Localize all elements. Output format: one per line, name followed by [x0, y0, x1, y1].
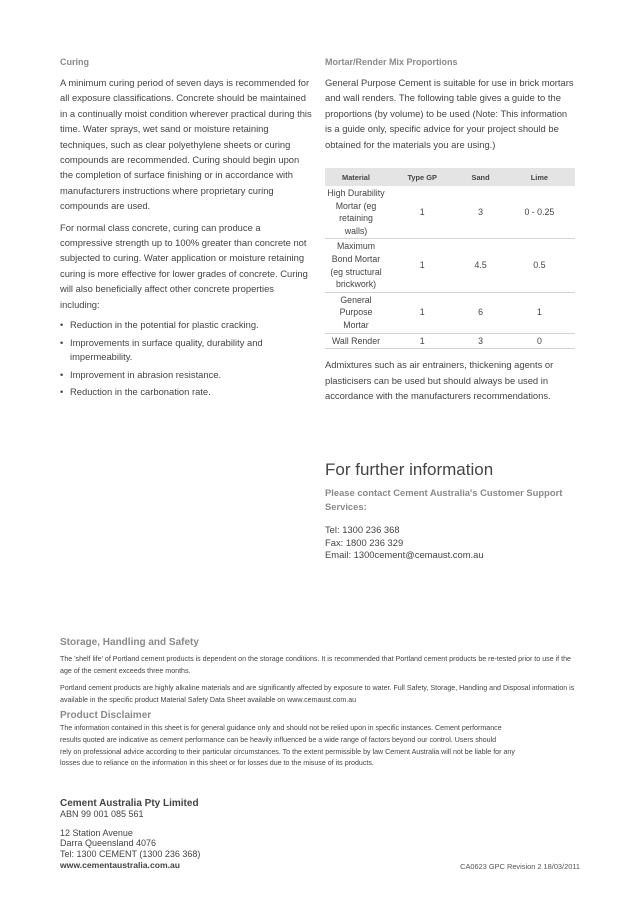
- customer-support-label: Please contact Cement Australia's Customer Support Services:: [325, 487, 563, 512]
- disclaimer-line: The information contained in this sheet is for general guidance only and should not be relied upon in specific instances. Cement performance: [60, 724, 502, 733]
- support-tel: Tel: 1300 236 368: [325, 524, 400, 535]
- curing-section: [60, 57, 314, 403]
- company-abn: ABN 99 001 085 561: [60, 809, 144, 819]
- disclaimer-heading: Product Disclaimer: [60, 710, 152, 722]
- table-cell: High Durability Mortar (eg retaining walls): [325, 186, 387, 239]
- table-header-row: [325, 168, 575, 186]
- support-fax: Fax: 1800 236 329: [325, 536, 404, 548]
- company-address-line-2: Darra Queensland 4076: [60, 838, 157, 849]
- table-cell: 0.5: [504, 239, 575, 292]
- admixtures-note: Admixtures such as air entrainers, thickening agents or plasticisers can be used but should always be used in accordance with the manufacturers recommendations.: [325, 359, 554, 401]
- table-cell: 4.5: [457, 239, 503, 292]
- column-header-type-gp: Type GP: [387, 168, 457, 186]
- table-row: [325, 239, 575, 292]
- storage-disclaimer-section: [60, 637, 580, 770]
- table-row: [325, 333, 575, 349]
- curing-paragraph-2: For normal class concrete, curing can produce a compressive strength up to 100% greater than concrete not subjected to curing. Water application or moisture retaining curing is more effective for lower grades of concrete. Curing will also beneficially affect other concrete properties including:: [60, 221, 308, 310]
- mortar-section: [325, 57, 575, 403]
- curing-paragraph-1: A minimum curing period of seven days is recommended for all exposure classifications. Concrete should be maintained in a continually moist condition wherever practical during this time. Water sprays, wet sand or moisture retaining techniques, such as clear polyethylene sheets or curing compounds are recommended. Curing should begin upon the completion of surface finishing or in accordance with manufacturers instructions where proprietary curing compounds are used.: [60, 77, 312, 212]
- list-item: • Improvements in surface quality, durability and impermeability.: [60, 336, 263, 363]
- company-name: Cement Australia Pty Limited: [60, 798, 199, 809]
- list-item: • Improvement in abrasion resistance.: [60, 368, 222, 380]
- curing-benefits-list: [60, 318, 314, 400]
- support-email: Email: 1300cement@cemaust.com.au: [325, 549, 484, 561]
- mortar-intro: General Purpose Cement is suitable for use in brick mortars and wall renders. The following table gives a guide to the proportions (by volume) to be used (Note: This information is a guide only, specific advice for your project should be obtained for the materials you are using.): [325, 77, 574, 150]
- column-header-sand: Sand: [457, 168, 503, 186]
- table-cell: 0: [504, 333, 575, 349]
- curing-heading: Curing: [60, 57, 89, 67]
- company-tel: Tel: 1300 CEMENT (1300 236 368): [60, 848, 201, 859]
- table-cell: 0 - 0.25: [504, 186, 575, 239]
- table-cell: 3: [457, 186, 503, 239]
- list-item: • Reduction in the potential for plastic cracking.: [60, 319, 259, 331]
- table-cell: 6: [457, 292, 503, 333]
- table-cell: Wall Render: [325, 333, 387, 349]
- mortar-heading: Mortar/Render Mix Proportions: [325, 57, 458, 67]
- table-cell: 1: [387, 239, 457, 292]
- table-cell: 1: [387, 186, 457, 239]
- table-cell: General Purpose Mortar: [325, 292, 387, 333]
- disclaimer-line: results quoted are indicative as cement performance can be heavily influenced be a wide range of factors beyond our control. Users should: [60, 735, 497, 744]
- table-cell: 3: [457, 333, 503, 349]
- storage-paragraph-1: The 'shelf life' of Portland cement products is dependent on the storage conditions. It is recommended that Portland cement products be re-tested prior to use if the age of the cement exceeds three months.: [60, 655, 571, 675]
- storage-heading: Storage, Handling and Safety: [60, 637, 199, 648]
- table-row: [325, 186, 575, 239]
- table-cell: 1: [387, 333, 457, 349]
- disclaimer-line: rely on professional advice according to their particular circumstances. To the extent permissible by law Cement Australia will not be liable for any: [60, 747, 515, 756]
- storage-paragraph-2: Portland cement products are highly alkaline materials and are significantly affected by exposure to water. Full Safety, Storage, Handling and Disposal information is available in the specific product Material Safety Data Sheet available on www.cemaust.com.au: [60, 684, 575, 704]
- table-cell: Maximum Bond Mortar (eg structural brickwork): [325, 239, 387, 292]
- column-header-material: Material: [325, 168, 387, 186]
- revision-label: CA0623 GPC Revision 2 18/03/2011: [460, 862, 580, 871]
- list-item: • Reduction in the carbonation rate.: [60, 386, 211, 398]
- mix-proportions-table: [325, 168, 575, 349]
- company-address-line-1: 12 Station Avenue: [60, 827, 133, 838]
- further-information-title: For further information: [325, 460, 494, 479]
- disclaimer-line: losses due to reliance on the information in this sheet or for losses due to the misuse of its products.: [60, 759, 374, 768]
- company-website-link[interactable]: www.cementaustralia.com.au: [60, 860, 181, 871]
- further-information-section: [325, 460, 585, 562]
- column-header-lime: Lime: [504, 168, 575, 186]
- table-cell: 1: [387, 292, 457, 333]
- company-details: [60, 798, 360, 871]
- table-cell: 1: [504, 292, 575, 333]
- table-row: [325, 292, 575, 333]
